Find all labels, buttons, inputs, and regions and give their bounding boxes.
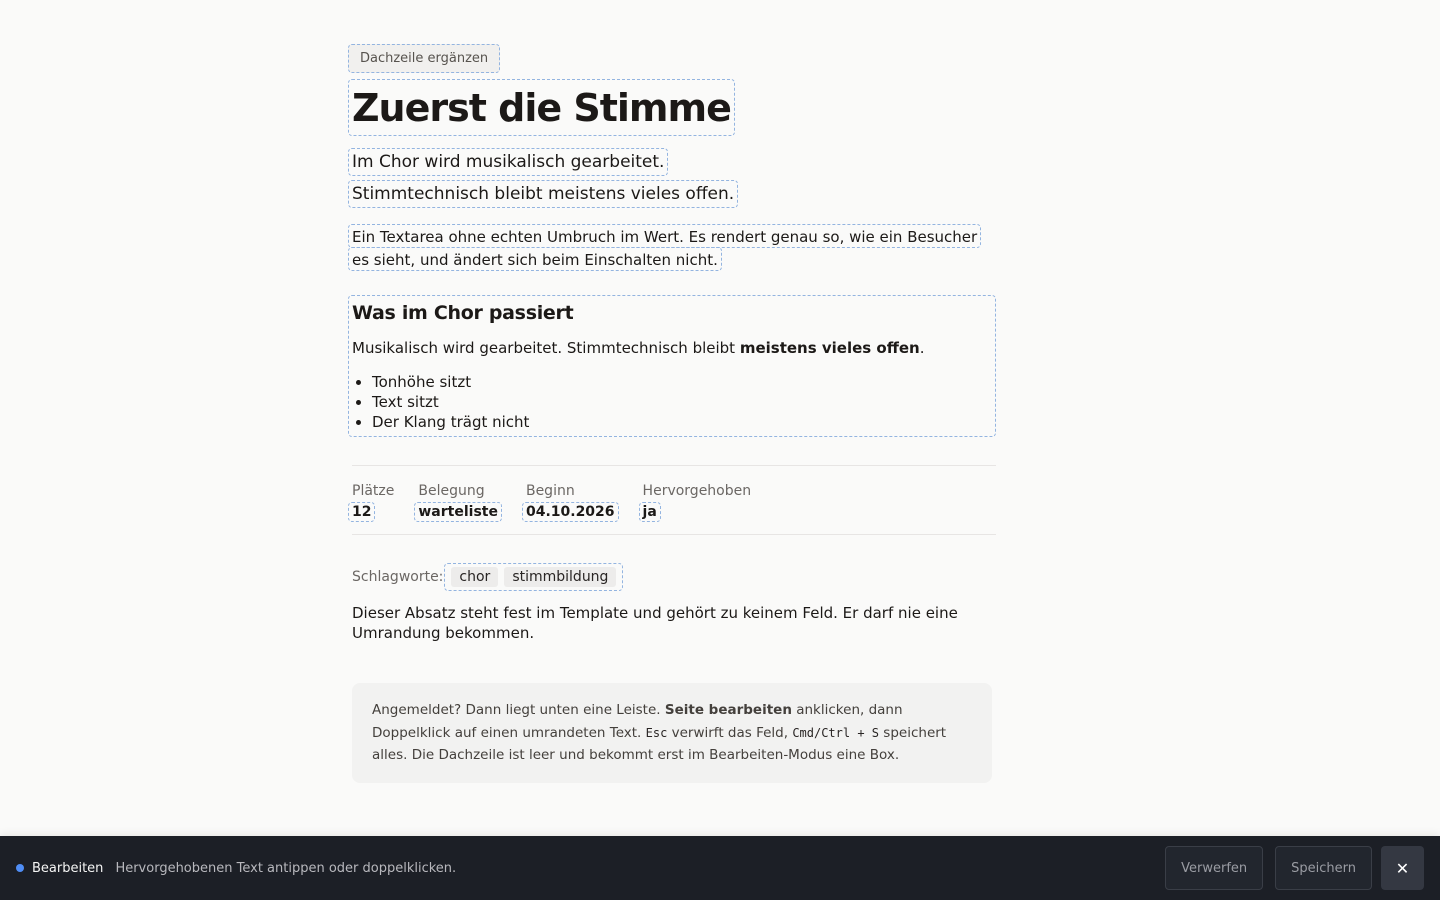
mode-label: Bearbeiten bbox=[32, 860, 104, 876]
textarea-line-2[interactable]: es sieht, und ändert sich beim Einschalten nicht. bbox=[348, 247, 722, 271]
meta-value-start[interactable]: 04.10.2026 bbox=[522, 502, 619, 522]
meta-row bbox=[352, 465, 996, 535]
page-title[interactable]: Zuerst die Stimme bbox=[348, 79, 735, 136]
close-icon[interactable]: ✕ bbox=[1381, 846, 1424, 890]
note-text: Angemeldet? Dann liegt unten eine Leiste. bbox=[372, 702, 665, 718]
subtitle-line-1[interactable]: Im Chor wird musikalisch gearbeitet. bbox=[348, 148, 668, 176]
list-item: • Der Klang trägt nicht bbox=[372, 412, 992, 432]
meta-places bbox=[352, 482, 394, 522]
help-note bbox=[352, 683, 992, 783]
discard-button[interactable]: Verwerfen bbox=[1165, 846, 1263, 890]
richtext-text-end: . bbox=[919, 339, 925, 357]
meta-label: Plätze bbox=[352, 483, 395, 499]
richtext-bold: meistens vieles offen bbox=[739, 339, 920, 357]
edit-toolbar bbox=[0, 836, 1440, 900]
meta-value-occupancy[interactable]: warteliste bbox=[414, 502, 502, 522]
kicker-field[interactable]: Dachzeile ergänzen bbox=[348, 44, 500, 73]
richtext-heading: Was im Chor passiert bbox=[352, 302, 574, 324]
tags-label: Schlagworte: bbox=[352, 569, 444, 585]
meta-label: Beginn bbox=[525, 483, 575, 499]
list-item: • Text sitzt bbox=[372, 392, 992, 412]
tags-row bbox=[352, 563, 996, 591]
tags-field[interactable] bbox=[444, 563, 623, 591]
richtext-field[interactable] bbox=[348, 295, 996, 437]
note-code: Cmd/Ctrl + S bbox=[792, 725, 880, 740]
meta-highlighted bbox=[643, 482, 752, 522]
richtext-text: Musikalisch wird gearbeitet. Stimmtechnisch bleibt bbox=[352, 339, 740, 357]
meta-occupancy bbox=[418, 482, 502, 522]
tag-chip: chor bbox=[451, 567, 498, 587]
list-item: • Tonhöhe sitzt bbox=[372, 372, 992, 392]
meta-start bbox=[526, 482, 619, 522]
textarea-line-1[interactable]: Ein Textarea ohne echten Umbruch im Wert. Es rendert genau so, wie ein Besucher bbox=[348, 224, 981, 248]
richtext-paragraph bbox=[352, 338, 992, 358]
status-dot-icon bbox=[16, 864, 24, 872]
textarea-field[interactable] bbox=[348, 224, 996, 271]
meta-value-highlighted[interactable]: ja bbox=[639, 502, 661, 522]
richtext-list bbox=[352, 372, 992, 432]
note-text: speichert alles. Die Dachzeile ist leer und bekommt erst im Bearbeiten-Modus eine Box. bbox=[372, 724, 947, 763]
meta-label: Belegung bbox=[418, 483, 485, 499]
meta-label: Hervorgehoben bbox=[642, 483, 752, 499]
note-text: anklicken, dann Doppelklick auf einen umrandeten Text. bbox=[372, 702, 903, 741]
note-text: verwirft das Feld, bbox=[667, 724, 793, 741]
hint-text: Hervorgehobenen Text antippen oder doppelklicken. bbox=[115, 860, 457, 876]
tag-chip: stimmbildung bbox=[504, 567, 616, 587]
meta-value-places[interactable]: 12 bbox=[348, 502, 375, 522]
save-button[interactable]: Speichern bbox=[1275, 846, 1372, 890]
note-code: Esc bbox=[645, 725, 668, 740]
static-paragraph: Dieser Absatz steht fest im Template und gehört zu keinem Feld. Er darf nie eine Umrandung bekommen. bbox=[352, 604, 958, 642]
subtitle-line-2[interactable]: Stimmtechnisch bleibt meistens vieles offen. bbox=[348, 180, 738, 208]
note-bold: Seite bearbeiten bbox=[664, 702, 792, 718]
content bbox=[348, 44, 996, 783]
